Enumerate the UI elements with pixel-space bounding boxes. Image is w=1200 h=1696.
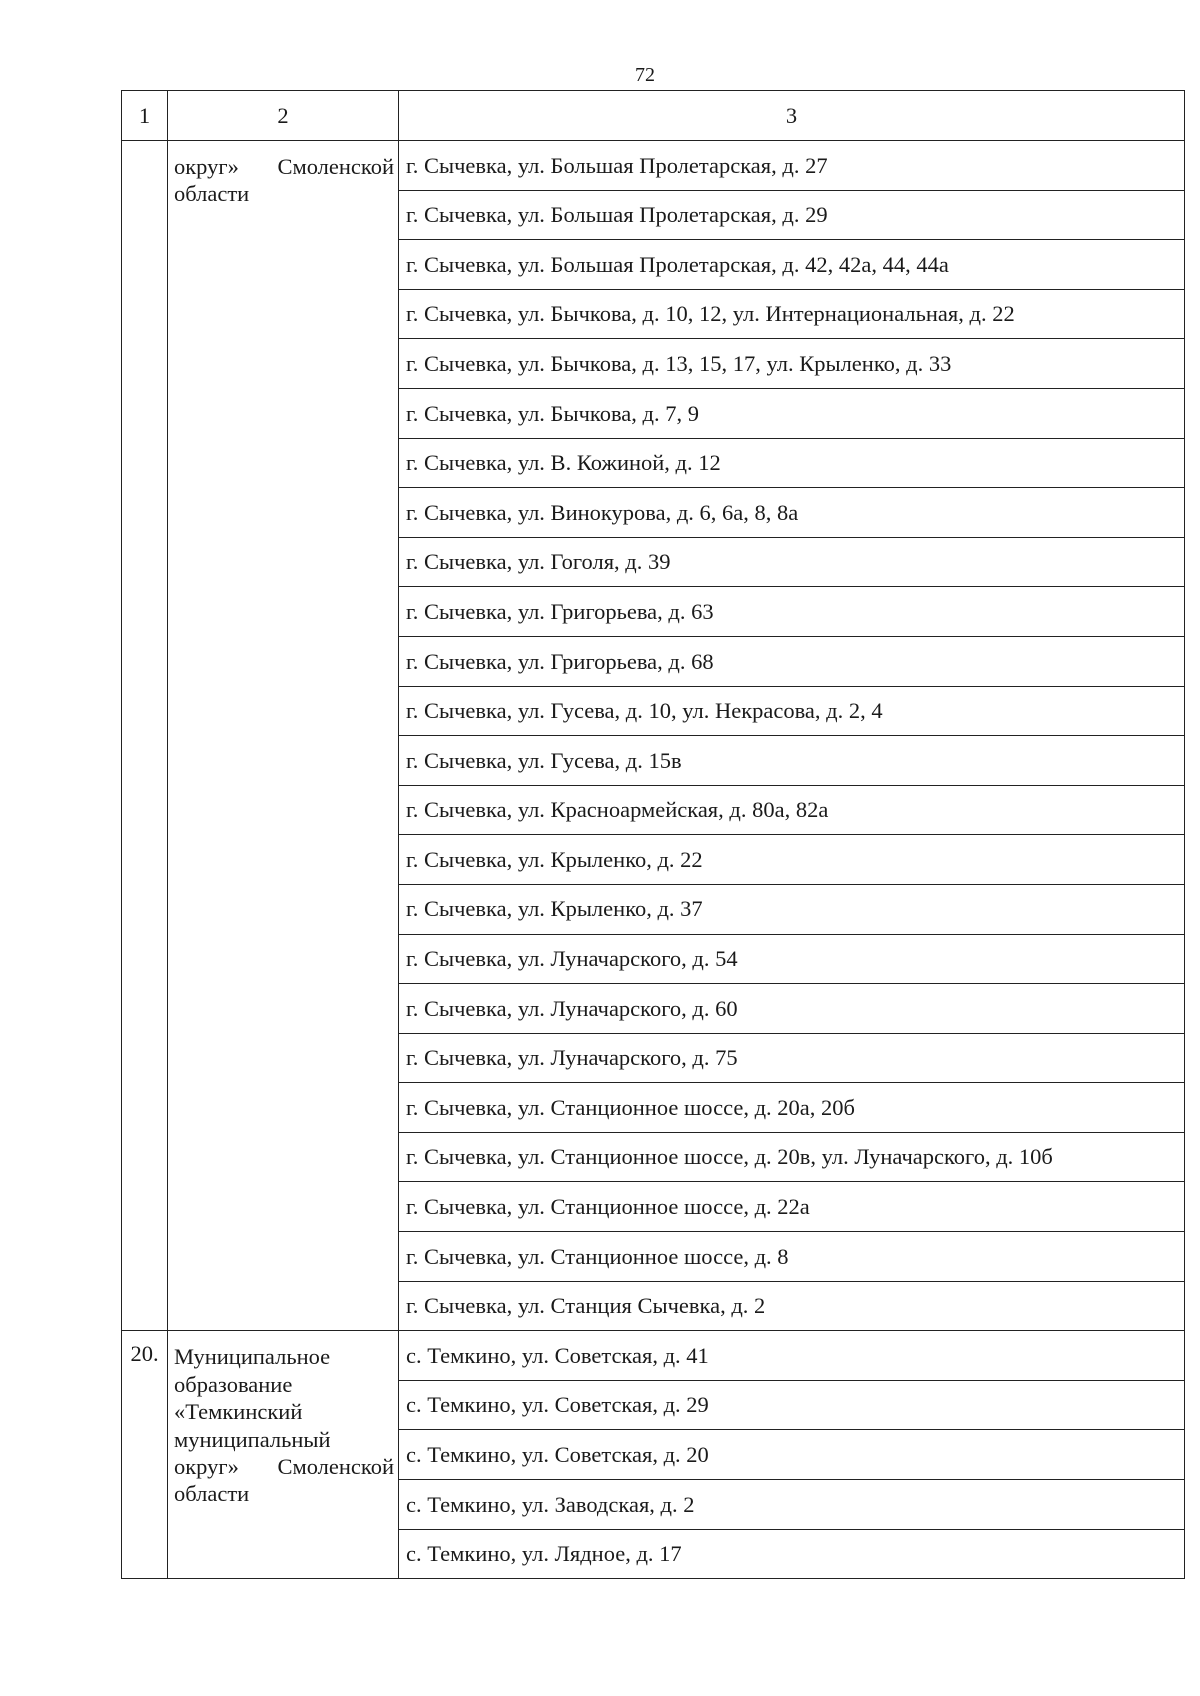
- municipality-line: округ» Смоленской: [174, 154, 394, 179]
- address-cell: с. Темкино, ул. Советская, д. 29: [399, 1380, 1185, 1430]
- address-cell: г. Сычевка, ул. Большая Пролетарская, д. 29: [399, 190, 1185, 240]
- address-cell: г. Сычевка, ул. Крыленко, д. 22: [399, 835, 1185, 885]
- group-continued-number: [122, 141, 168, 1331]
- address-cell: г. Сычевка, ул. Большая Пролетарская, д. 27: [399, 141, 1185, 191]
- address-cell: с. Темкино, ул. Лядное, д. 17: [399, 1529, 1185, 1579]
- address-cell: с. Темкино, ул. Советская, д. 41: [399, 1331, 1185, 1381]
- address-cell: г. Сычевка, ул. Большая Пролетарская, д. 42, 42а, 44, 44а: [399, 240, 1185, 290]
- address-cell: г. Сычевка, ул. Гоголя, д. 39: [399, 537, 1185, 587]
- address-cell: г. Сычевка, ул. Григорьева, д. 63: [399, 587, 1185, 637]
- municipality-line: округ» Смоленской: [174, 1454, 394, 1479]
- address-cell: с. Темкино, ул. Заводская, д. 2: [399, 1480, 1185, 1530]
- address-cell: г. Сычевка, ул. Крыленко, д. 37: [399, 884, 1185, 934]
- address-cell: г. Сычевка, ул. Станционное шоссе, д. 8: [399, 1232, 1185, 1282]
- group-20-number: 20.: [122, 1331, 168, 1579]
- municipality-line: образование: [174, 1371, 293, 1397]
- group-20-municipality: [168, 1331, 399, 1579]
- column-header-municipality: 2: [168, 91, 399, 141]
- table-row: [122, 141, 1185, 191]
- address-cell: г. Сычевка, ул. Луначарского, д. 75: [399, 1033, 1185, 1083]
- municipality-line: области: [174, 1481, 250, 1507]
- municipality-line: Муниципальное: [174, 1344, 331, 1370]
- address-cell: г. Сычевка, ул. Бычкова, д. 7, 9: [399, 388, 1185, 438]
- address-cell: г. Сычевка, ул. Станция Сычевка, д. 2: [399, 1281, 1185, 1331]
- address-cell: г. Сычевка, ул. Гусева, д. 10, ул. Некрасова, д. 2, 4: [399, 686, 1185, 736]
- column-header-address: 3: [399, 91, 1185, 141]
- municipality-line: области: [174, 181, 250, 207]
- address-cell: г. Сычевка, ул. Винокурова, д. 6, 6а, 8, 8а: [399, 488, 1185, 538]
- municipality-line: «Темкинский: [174, 1399, 303, 1425]
- address-cell: с. Темкино, ул. Советская, д. 20: [399, 1430, 1185, 1480]
- table-row: [122, 1331, 1185, 1381]
- address-table: [121, 90, 1185, 1579]
- address-cell: г. Сычевка, ул. Бычкова, д. 10, 12, ул. Интернациональная, д. 22: [399, 289, 1185, 339]
- address-cell: г. Сычевка, ул. Григорьева, д. 68: [399, 636, 1185, 686]
- address-cell: г. Сычевка, ул. В. Кожиной, д. 12: [399, 438, 1185, 488]
- address-cell: г. Сычевка, ул. Гусева, д. 15в: [399, 736, 1185, 786]
- address-cell: г. Сычевка, ул. Красноармейская, д. 80а, 82а: [399, 785, 1185, 835]
- table-header-row: [122, 91, 1185, 141]
- address-cell: г. Сычевка, ул. Бычкова, д. 13, 15, 17, ул. Крыленко, д. 33: [399, 339, 1185, 389]
- group-continued-municipality: [168, 141, 399, 1331]
- column-header-number: 1: [122, 91, 168, 141]
- address-cell: г. Сычевка, ул. Станционное шоссе, д. 20в, ул. Луначарского, д. 10б: [399, 1132, 1185, 1182]
- municipality-line: муниципальный: [174, 1426, 331, 1452]
- address-cell: г. Сычевка, ул. Станционное шоссе, д. 20а, 20б: [399, 1083, 1185, 1133]
- page-number: 72: [635, 64, 655, 86]
- address-cell: г. Сычевка, ул. Луначарского, д. 60: [399, 984, 1185, 1034]
- address-cell: г. Сычевка, ул. Луначарского, д. 54: [399, 934, 1185, 984]
- address-cell: г. Сычевка, ул. Станционное шоссе, д. 22а: [399, 1182, 1185, 1232]
